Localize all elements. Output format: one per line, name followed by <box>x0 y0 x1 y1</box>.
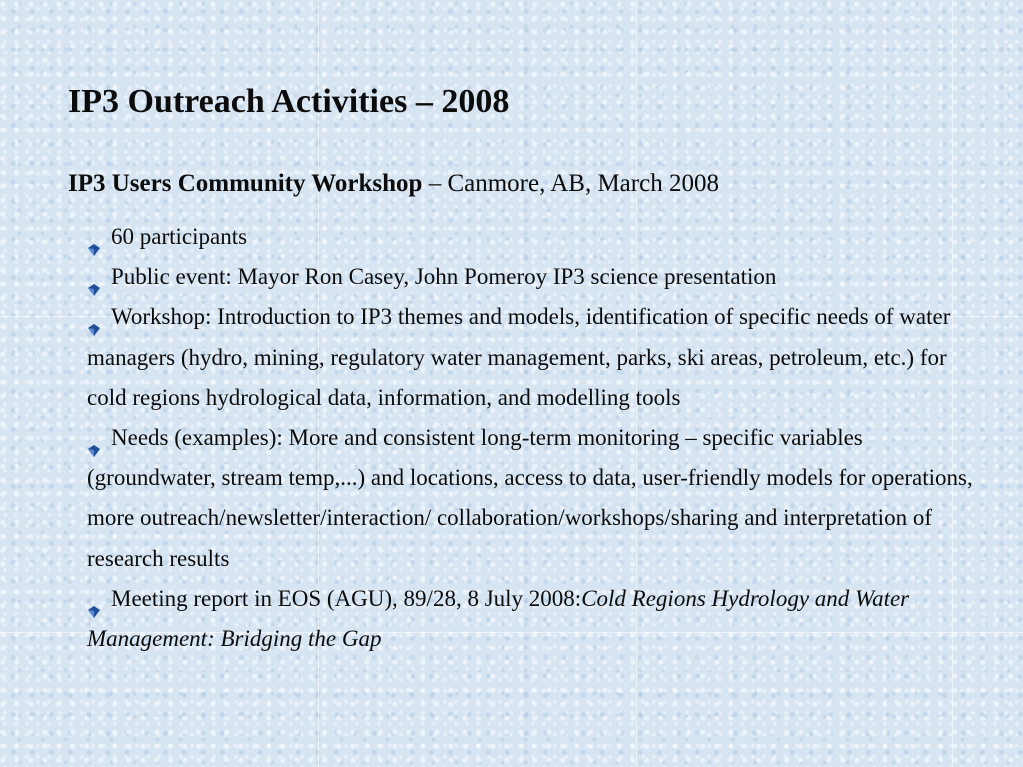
list-item <box>87 257 987 297</box>
bullet-text: Needs (examples): More and consistent long-term monitoring – specific variables (groundwater, stream temp,...) and locations, access to data, user-friendly models for operations, more outreach/newsletter/interaction/ collaboration/workshops/sharing and interpretation of research results <box>87 425 973 571</box>
list-item <box>87 217 987 257</box>
list-item <box>87 579 987 659</box>
bullet-text: Meeting report in EOS (AGU), 89/28, 8 July 2008: <box>111 585 582 611</box>
workshop-location-date: – Canmore, AB, March 2008 <box>422 170 719 197</box>
bullet-list <box>87 217 987 659</box>
diamond-arrow-bullet-icon <box>87 310 101 324</box>
slide-title: IP3 Outreach Activities – 2008 <box>68 83 510 120</box>
bullet-text: Public event: Mayor Ron Casey, John Pomeroy IP3 science presentation <box>111 264 777 290</box>
list-item <box>87 418 987 579</box>
bullet-text: 60 participants <box>111 224 248 249</box>
bullet-text: Workshop: Introduction to IP3 themes and models, identification of specific needs of water managers (hydro, mining, regulatory water management, parks, ski areas, petroleum, etc.) for cold regions hydrological data, information, and modelling tools <box>87 304 951 410</box>
diamond-arrow-bullet-icon <box>87 431 101 445</box>
workshop-subtitle <box>68 167 719 201</box>
diamond-arrow-bullet-icon <box>87 592 101 606</box>
workshop-name: IP3 Users Community Workshop <box>68 170 423 197</box>
list-item <box>87 297 987 418</box>
diamond-arrow-bullet-icon <box>87 230 101 244</box>
report-title-italic: Cold Regions Hydrology and Water Management: Bridging the Gap <box>87 585 910 652</box>
diamond-arrow-bullet-icon <box>87 270 101 284</box>
